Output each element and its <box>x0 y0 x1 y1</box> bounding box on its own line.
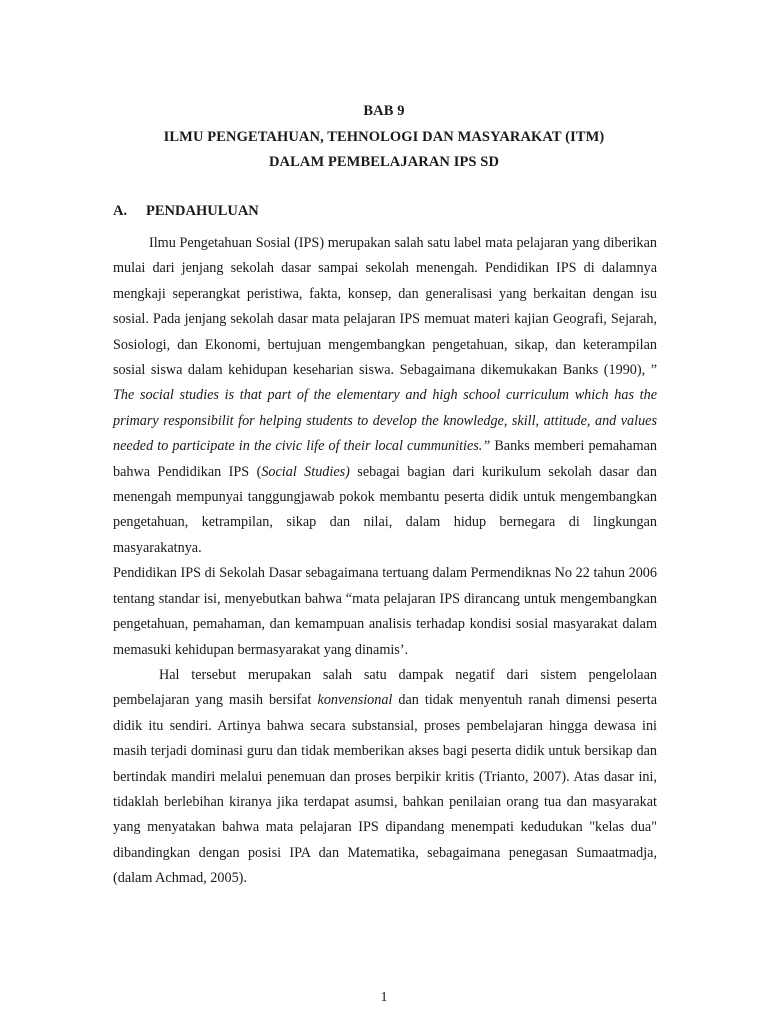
page-number: 1 <box>380 990 388 1005</box>
banks-quote: The social studies is that part of the elementary and high school curriculum which has the primary responsibilit for helping students to develop the knowledge, skill, attitude, and values needed to participate in the civic life of their local cummunities.” <box>113 387 657 455</box>
chapter-title-line-2: DALAM PEMBELAJARAN IPS SD <box>268 154 500 170</box>
chapter-title-line-1: ILMU PENGETAHUAN, TEHNOLOGI DAN MASYARAKAT (ITM) <box>163 129 605 145</box>
paragraph-2: Pendidikan IPS di Sekolah Dasar sebagaimana tertuang dalam Permendiknas No 22 tahun 2006 tentang standar isi, menyebutkan bahwa “mata pelajaran IPS dirancang untuk mengembangkan pengetahuan, pemahaman, dan kemampuan analisis terhadap kondisi sosial masyarakat dalam memasuki kehidupan bermasyarakat yang dinamis’. <box>113 565 657 658</box>
section-number: A. <box>113 203 128 219</box>
paragraph-3-text-a: Hal tersebut merupakan salah satu dampak negatif dari sistem pengelolaan pembelajaran yang masih bersifat <box>113 666 657 709</box>
paragraph-1-text-c: sebagai bagian dari kurikulum sekolah dasar dan menengah mempunyai tanggungjawab pokok membantu peserta didik untuk mengembangkan pengetahuan, ketrampilan, sikap dan nilai, dalam hidup bernegara di lingkungan masyarakatnya. <box>113 463 657 556</box>
paragraph-1-text-a: Ilmu Pengetahuan Sosial (IPS) merupakan salah satu label mata pelajaran yang diberikan mulai dari jenjang sekolah dasar sampai sekolah menengah. Pendidikan IPS di dalamnya mengkaji seperangkat peristiwa, fakta, konsep, dan generalisasi yang berkaitan dengan isu sosial. Pada jenjang sekolah dasar mata pelajaran IPS memuat materi kajian Geografi, Sejarah, Sosiologi, dan Ekonomi, bertujuan mengembangkan pengetahuan, sikap, dan keterampilan sosial siswa dalam kehidupan keseharian siswa. Sebagaimana dikemukakan Banks (1990), ” <box>113 235 657 379</box>
konvensional-term: konvensional <box>317 692 393 709</box>
paragraph-1 <box>113 231 657 561</box>
social-studies-term: Social Studies) <box>261 463 350 480</box>
body-text <box>113 231 657 892</box>
paragraph-3-text-b: dan tidak menyentuh ranah dimensi peserta didik itu sendiri. Artinya bahwa secara substansial, proses pembelajaran hingga dewasa ini masih terjadi dominasi guru dan tidak memberikan akses bagi peserta didik untuk bersikap dan bertindak mandiri melalui penemuan dan proses berpikir kritis (Trianto, 2007). Atas dasar ini, tidaklah berlebihan kiranya jika terdapat asumsi, bahkan penilaian orang tua dan masyarakat yang menyatakan bahwa mata pelajaran IPS dipandang menempati kedudukan "kelas dua" dibandingkan dengan posisi IPA dan Matematika, sebagaimana penegasan Sumaatmadja, (dalam Achmad, 2005). <box>113 692 658 887</box>
paragraph-1-text-b: Banks memberi pemahaman bahwa Pendidikan IPS ( <box>113 438 657 480</box>
chapter-label: BAB 9 <box>363 103 405 119</box>
section-heading <box>113 203 259 220</box>
section-title: PENDAHULUAN <box>146 203 259 219</box>
paragraph-3 <box>113 663 657 892</box>
